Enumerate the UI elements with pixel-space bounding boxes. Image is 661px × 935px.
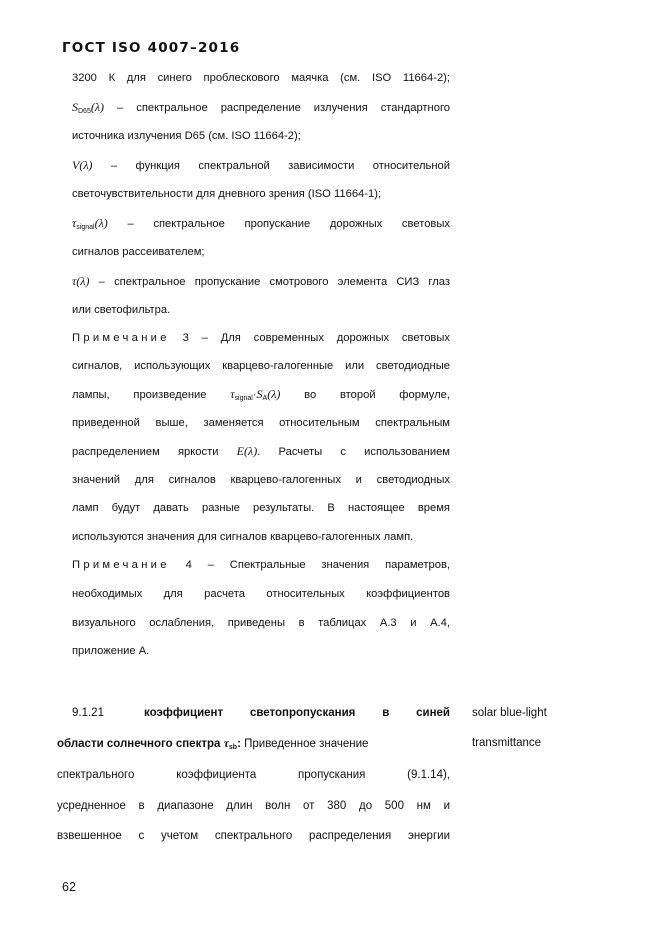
text-line <box>72 158 450 173</box>
text-line: или светофильтра. <box>72 304 171 316</box>
note-3-line <box>72 387 450 406</box>
text-line: источника излучения D65 (см. ISO 11664-2); <box>72 130 301 142</box>
text-line: сигналов рассеивателем; <box>72 246 205 258</box>
symbol: τ <box>230 387 235 401</box>
text-line: светочувствительности для дневного зрения (ISO 11664-1); <box>72 188 382 200</box>
text-line: 3200 К для синего проблескового маячка (см. ISO 11664-2); <box>72 72 450 84</box>
symbol: τ(λ) <box>72 274 90 288</box>
note-label: Примечание <box>72 559 170 571</box>
symbol-arg: (λ) <box>267 387 281 401</box>
note-4-line: приложение А. <box>72 645 150 657</box>
text: – спектральное пропускание дорожных световых <box>107 218 450 230</box>
note-4-line: необходимых для расчета относительных коэффициентов <box>72 588 450 600</box>
text: Приведенное значение <box>240 738 369 750</box>
text-line <box>72 216 450 235</box>
symbol: τ <box>72 216 77 230</box>
text: во второй формуле, <box>280 389 450 401</box>
document-header: ГОСТ ISO 4007–2016 <box>62 40 241 56</box>
symbol: E(λ) <box>236 444 258 458</box>
subscript: sb <box>228 744 238 751</box>
text: распределением яркости <box>72 446 237 458</box>
symbol: V(λ) <box>72 158 93 172</box>
note-3-line <box>72 444 450 459</box>
note-3-line: приведенной выше, заменяется относительным спектральным <box>72 417 450 429</box>
note-3-line: ламп будут давать разные результаты. В настоящее время <box>72 502 450 514</box>
subscript: A <box>262 395 268 402</box>
note-label: Примечание <box>72 332 170 344</box>
symbol-arg: (λ) <box>90 100 105 114</box>
symbol-arg: (λ) <box>94 216 108 230</box>
term-name: области солнечного спектра <box>57 738 224 750</box>
symbol: S <box>72 100 78 114</box>
subscript: signal <box>76 224 95 231</box>
text: . Расчеты с использованием <box>257 446 450 458</box>
text: – спектральное пропускание смотрового элемента СИЗ глаз <box>89 276 450 288</box>
colon: : <box>237 738 241 750</box>
text: – функция спектральной зависимости относительной <box>92 160 450 172</box>
text-line <box>72 100 450 119</box>
english-term: solar blue-light <box>472 707 547 719</box>
symbol: τ <box>223 736 229 750</box>
text: лампы, произведение <box>72 389 231 401</box>
note-3-line <box>72 331 450 345</box>
term-number: 9.1.21 <box>72 707 104 719</box>
term-line <box>57 736 450 755</box>
dot: · <box>252 389 257 401</box>
text: 3 – Для современных дорожных световых <box>169 332 450 344</box>
symbol: S <box>256 387 263 401</box>
text: – спектральное распределение излучения стандартного <box>104 102 450 114</box>
text: 4 – Спектральные значения параметров, <box>169 559 450 571</box>
note-4-line: визуального ослабления, приведены в таблицах А.3 и А.4, <box>72 617 450 629</box>
text-line <box>72 274 450 289</box>
subscript: signal <box>234 395 253 402</box>
term-line: спектрального коэффициента пропускания (9.1.14), <box>57 769 450 781</box>
term-line: усредненное в диапазоне длин волн от 380 до 500 нм и <box>57 800 450 812</box>
note-3-line: используются значения для сигналов кварцево-галогенных ламп. <box>72 531 414 543</box>
note-3-line: сигналов, использующих кварцево-галогенные или светодиодные <box>72 360 450 372</box>
term-line: взвешенное с учетом спектрального распределения энергии <box>57 830 450 842</box>
note-4-line <box>72 558 450 572</box>
term-name: коэффициент светопропускания в синей <box>143 707 450 719</box>
term-heading-line <box>72 706 450 720</box>
subscript: D65 <box>78 108 91 115</box>
note-3-line: значений для сигналов кварцево-галогенных и светодиодных <box>72 474 450 486</box>
page-number: 62 <box>62 880 76 894</box>
english-term: transmittance <box>472 737 542 749</box>
